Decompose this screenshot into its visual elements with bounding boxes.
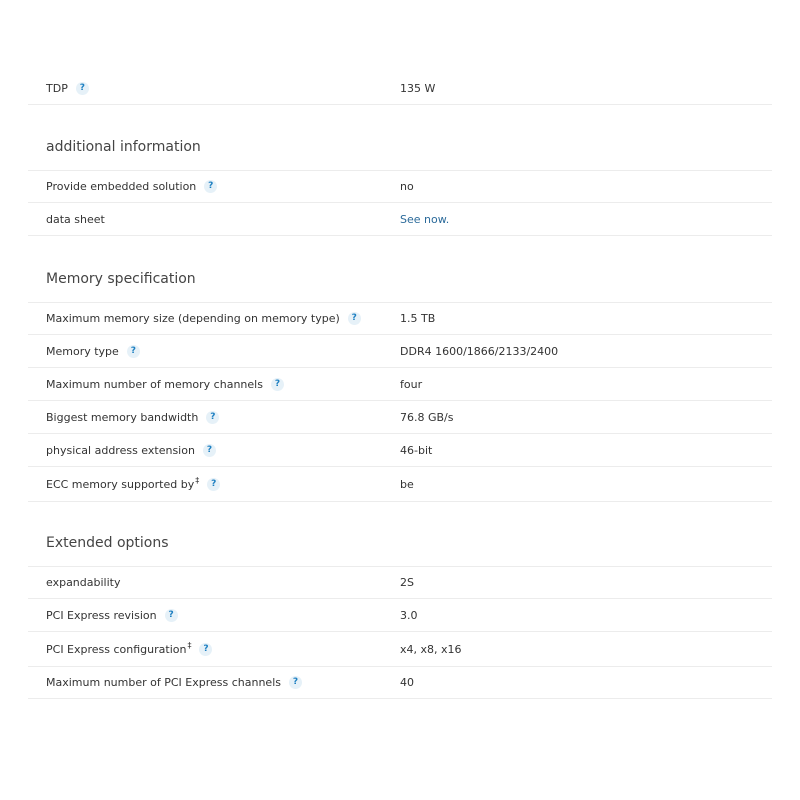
spec-label: physical address extension ?: [46, 435, 216, 467]
spec-row-ecc-memory: [28, 468, 772, 502]
section-header-extended-options: [28, 502, 772, 567]
footnote-dagger: ‡: [195, 476, 200, 486]
spec-label: TDP ?: [46, 73, 89, 105]
spec-label: PCI Express configuration‡ ?: [46, 633, 212, 667]
spec-value: 2S: [400, 576, 414, 589]
spec-value: 3.0: [400, 609, 418, 622]
spec-value: 135 W: [400, 82, 436, 95]
spec-value: x4, x8, x16: [400, 643, 462, 656]
spec-row-embedded-solution: [28, 171, 772, 203]
spec-label: Biggest memory bandwidth ?: [46, 402, 219, 434]
spec-value: four: [400, 378, 423, 391]
spec-row-data-sheet: [28, 204, 772, 236]
spec-value: 76.8 GB/s: [400, 411, 454, 424]
spec-row-pcie-configuration: [28, 633, 772, 667]
section-title: Memory specification: [46, 271, 196, 287]
spec-row-tdp: [28, 73, 772, 105]
section-header-additional-information: [28, 105, 772, 171]
help-icon[interactable]: ?: [165, 609, 178, 622]
help-icon[interactable]: ?: [271, 378, 284, 391]
spec-value: no: [400, 180, 414, 193]
spec-label: PCI Express revision ?: [46, 600, 178, 632]
spec-row-pcie-channels: [28, 667, 772, 699]
spec-label: data sheet: [46, 213, 105, 226]
help-icon[interactable]: ?: [203, 444, 216, 457]
footnote-dagger: ‡: [187, 641, 192, 651]
help-icon[interactable]: ?: [348, 312, 361, 325]
section-title: additional information: [46, 139, 201, 155]
help-icon[interactable]: ?: [289, 676, 302, 689]
spec-value: 40: [400, 676, 414, 689]
spec-row-memory-channels: [28, 369, 772, 401]
spec-row-physical-address-extension: [28, 435, 772, 467]
spec-label: expandability: [46, 576, 121, 589]
spec-value: DDR4 1600/1866/2133/2400: [400, 345, 559, 358]
spec-label: Maximum number of PCI Express channels ?: [46, 667, 302, 699]
spec-row-memory-type: [28, 336, 772, 368]
spec-label: Memory type ?: [46, 336, 140, 368]
spec-row-expandability: [28, 567, 772, 599]
help-icon[interactable]: ?: [127, 345, 140, 358]
help-icon[interactable]: ?: [206, 411, 219, 424]
section-title: Extended options: [46, 535, 169, 551]
help-icon[interactable]: ?: [204, 180, 217, 193]
spec-value: 46-bit: [400, 444, 433, 457]
spec-value: be: [400, 478, 414, 491]
help-icon[interactable]: ?: [199, 643, 212, 656]
section-header-memory-specification: [28, 237, 772, 303]
help-icon[interactable]: ?: [207, 478, 220, 491]
spec-label: Provide embedded solution ?: [46, 171, 217, 203]
spec-row-memory-bandwidth: [28, 402, 772, 434]
spec-label: Maximum memory size (depending on memory type) ?: [46, 303, 361, 335]
help-icon[interactable]: ?: [76, 82, 89, 95]
datasheet-link[interactable]: See now.: [400, 213, 450, 226]
spec-value: 1.5 TB: [400, 312, 436, 325]
spec-row-max-memory-size: [28, 303, 772, 335]
spec-row-pcie-revision: [28, 600, 772, 632]
spec-label: Maximum number of memory channels ?: [46, 369, 284, 401]
spec-label: ECC memory supported by‡ ?: [46, 468, 220, 502]
